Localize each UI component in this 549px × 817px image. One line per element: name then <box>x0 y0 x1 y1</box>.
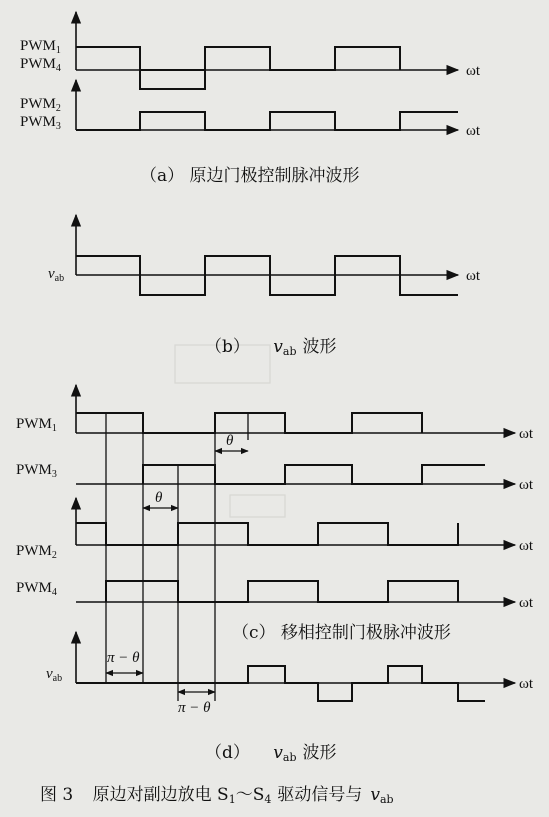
pwm1-waveform-c <box>76 413 422 433</box>
pwm4-label-a: $PWM_4$ <box>20 56 61 74</box>
omega-t-label-b: ωt <box>466 268 481 284</box>
omega-t-label-a2: ωt <box>466 123 481 139</box>
panel-b <box>48 215 481 358</box>
theta-label-1: θ <box>155 490 163 506</box>
caption-c: （c） 移相控制门极脉冲波形 <box>232 623 451 643</box>
omega-t-label-a1: ωt <box>466 63 481 79</box>
pwm3-label-c: $PWM_3$ <box>16 462 57 480</box>
caption-b: （b） vab 波形 <box>205 337 337 358</box>
bleed-through-text <box>175 345 285 517</box>
omega-t-label-d: ωt <box>519 676 534 692</box>
pi-minus-theta-label-1: π − θ <box>107 650 140 666</box>
pwm2-waveform-a <box>76 112 458 130</box>
vab-label-b: $v_{ab}$ <box>48 266 65 284</box>
pwm4-label-c: $PWM_4$ <box>16 580 57 598</box>
panel-c <box>16 385 534 643</box>
caption-d: （d） vab 波形 <box>205 743 337 764</box>
pwm4-waveform-c <box>106 581 458 602</box>
figure-caption: 图 3 原边对副边放电 S1～S4 驱动信号与 vab <box>40 785 394 806</box>
pwm2-label-a: $PWM_2$ <box>20 96 61 114</box>
pwm3-waveform-c <box>143 465 485 484</box>
panel-a <box>20 12 481 186</box>
theta-label-2: θ <box>226 433 234 449</box>
pwm2-label-c: $PWM_2$ <box>16 543 57 561</box>
pi-minus-theta-label-2: π − θ <box>178 700 211 716</box>
pwm1-label-a: $PWM_1$ <box>20 38 61 56</box>
pwm2-waveform-c <box>76 523 458 545</box>
omega-t-label-c1: ωt <box>519 426 534 442</box>
omega-t-label-c4: ωt <box>519 595 534 611</box>
pwm1-label-c: $PWM_1$ <box>16 416 57 434</box>
vab-label-d: $v_{ab}$ <box>46 666 63 684</box>
pwm3-label-a: $PWM_3$ <box>20 114 61 132</box>
omega-t-label-c2: ωt <box>519 477 534 493</box>
pwm1-waveform-a <box>76 47 400 70</box>
omega-t-label-c3: ωt <box>519 538 534 554</box>
caption-a: （a） 原边门极控制脉冲波形 <box>140 166 360 186</box>
pwm4-waveform-a <box>140 70 205 89</box>
panel-d <box>46 632 534 764</box>
